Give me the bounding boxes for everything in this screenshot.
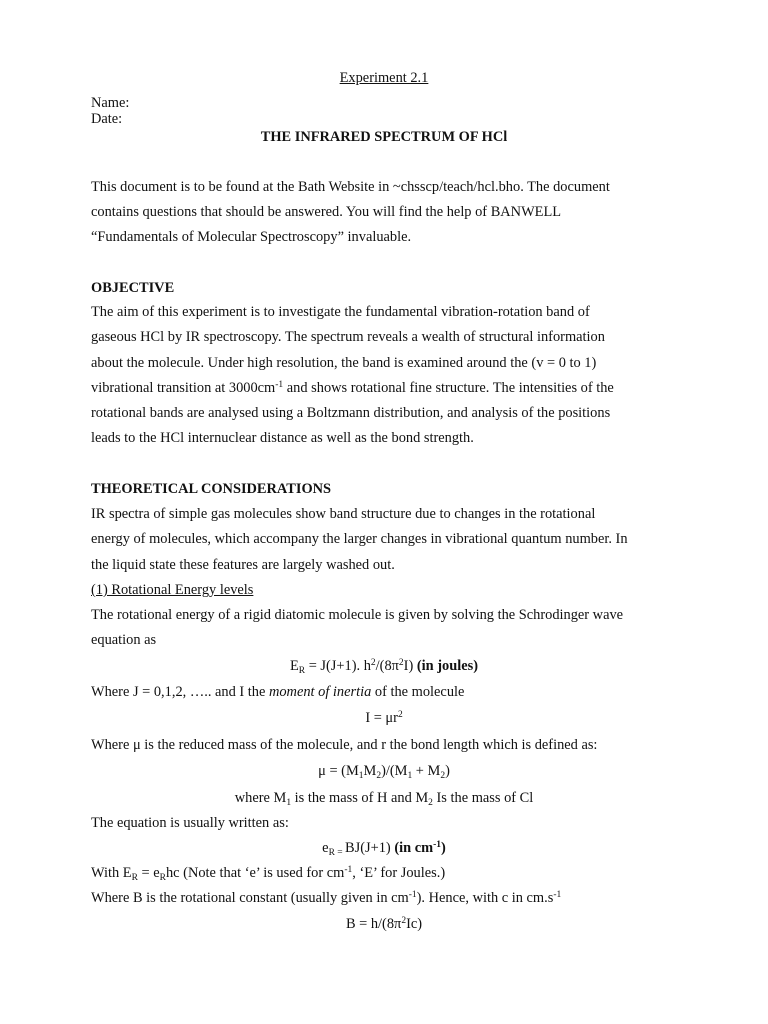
equation-rotational-energy-wavenumber: $e_{R =}$ BJ(J+1) (in $cm^{-1}$) [322,840,446,858]
equation-reduced-mass: $\mu = (M_1M_2)/(M_1 + M_2)$ [318,763,450,781]
mass-definition-line: where $M_1$ is the mass of H and $M_2$ Is the mass of Cl [234,790,534,808]
theory-line: IR spectra of simple gas molecules show band structure due to changes in the rotational [91,506,596,522]
theory-line: the liquid state these features are largely washed out. [91,557,395,573]
objective-line: The aim of this experiment is to investigate the fundamental vibration-rotation band of [91,304,590,320]
intro-line: “Fundamentals of Molecular Spectroscopy” invaluable. [91,229,412,245]
objective-line: rotational bands are analysed using a Boltzmann distribution, and analysis of the positions [91,405,611,421]
theory-line: The rotational energy of a rigid diatomic molecule is given by solving the Schrodinger wave [91,607,624,623]
objective-line: leads to the HCl internuclear distance as well as the bond strength. [91,430,474,446]
equation-rotational-constant: $B = h/(8\pi^2Ic)$ [345,916,423,932]
intro-line: This document is to be found at the Bath Website in ~chsscp/teach/hcl.bho. The document [91,179,610,195]
theory-line: energy of molecules, which accompany the larger changes in vibrational quantum number. In [91,531,628,547]
intro-line: contains questions that should be answered. You will find the help of BANWELL [91,204,562,220]
theory-line: Where μ is the reduced mass of the molecule, and r the bond length which is defined as: [91,737,598,753]
theory-line: The equation is usually written as: [91,815,289,831]
equation-rotational-energy: $E_R = J(J+1)$. $h^2/(8\pi^2I)$ (in joules) [289,658,479,676]
document-title: THE INFRARED SPECTRUM OF HCl [260,129,508,145]
objective-line: vibrational transition at $3000cm^{-1}$ and shows rotational fine structure. The intensities of the [91,380,614,396]
theory-line: With $E_R = e_Rhc$ (Note that ‘e’ is used for $cm^{-1}$, ‘E’ for Joules.) [91,865,446,883]
name-label: Name: [91,95,130,111]
theory-line: Where B is the rotational constant (usually given in $cm^{-1}$). Hence, with c in $cm.s^{-1}$ [91,890,562,906]
objective-line: about the molecule. Under high resolution, the band is examined around the (v = 0 to 1) [91,355,597,371]
theory-line: Where J = 0,1,2, ….. and I the moment of inertia of the molecule [91,684,465,700]
rotational-energy-subheading: (1) Rotational Energy levels [91,582,254,598]
date-label: Date: [91,111,123,127]
objective-line: gaseous HCl by IR spectroscopy. The spectrum reveals a wealth of structural information [91,329,605,345]
theory-line: equation as [91,632,157,648]
equation-moment-of-inertia: $I = \mu r^2$ [365,710,403,726]
theory-heading: THEORETICAL CONSIDERATIONS [91,481,332,497]
experiment-number: Experiment 2.1 [339,70,429,86]
objective-heading: OBJECTIVE [91,280,175,296]
